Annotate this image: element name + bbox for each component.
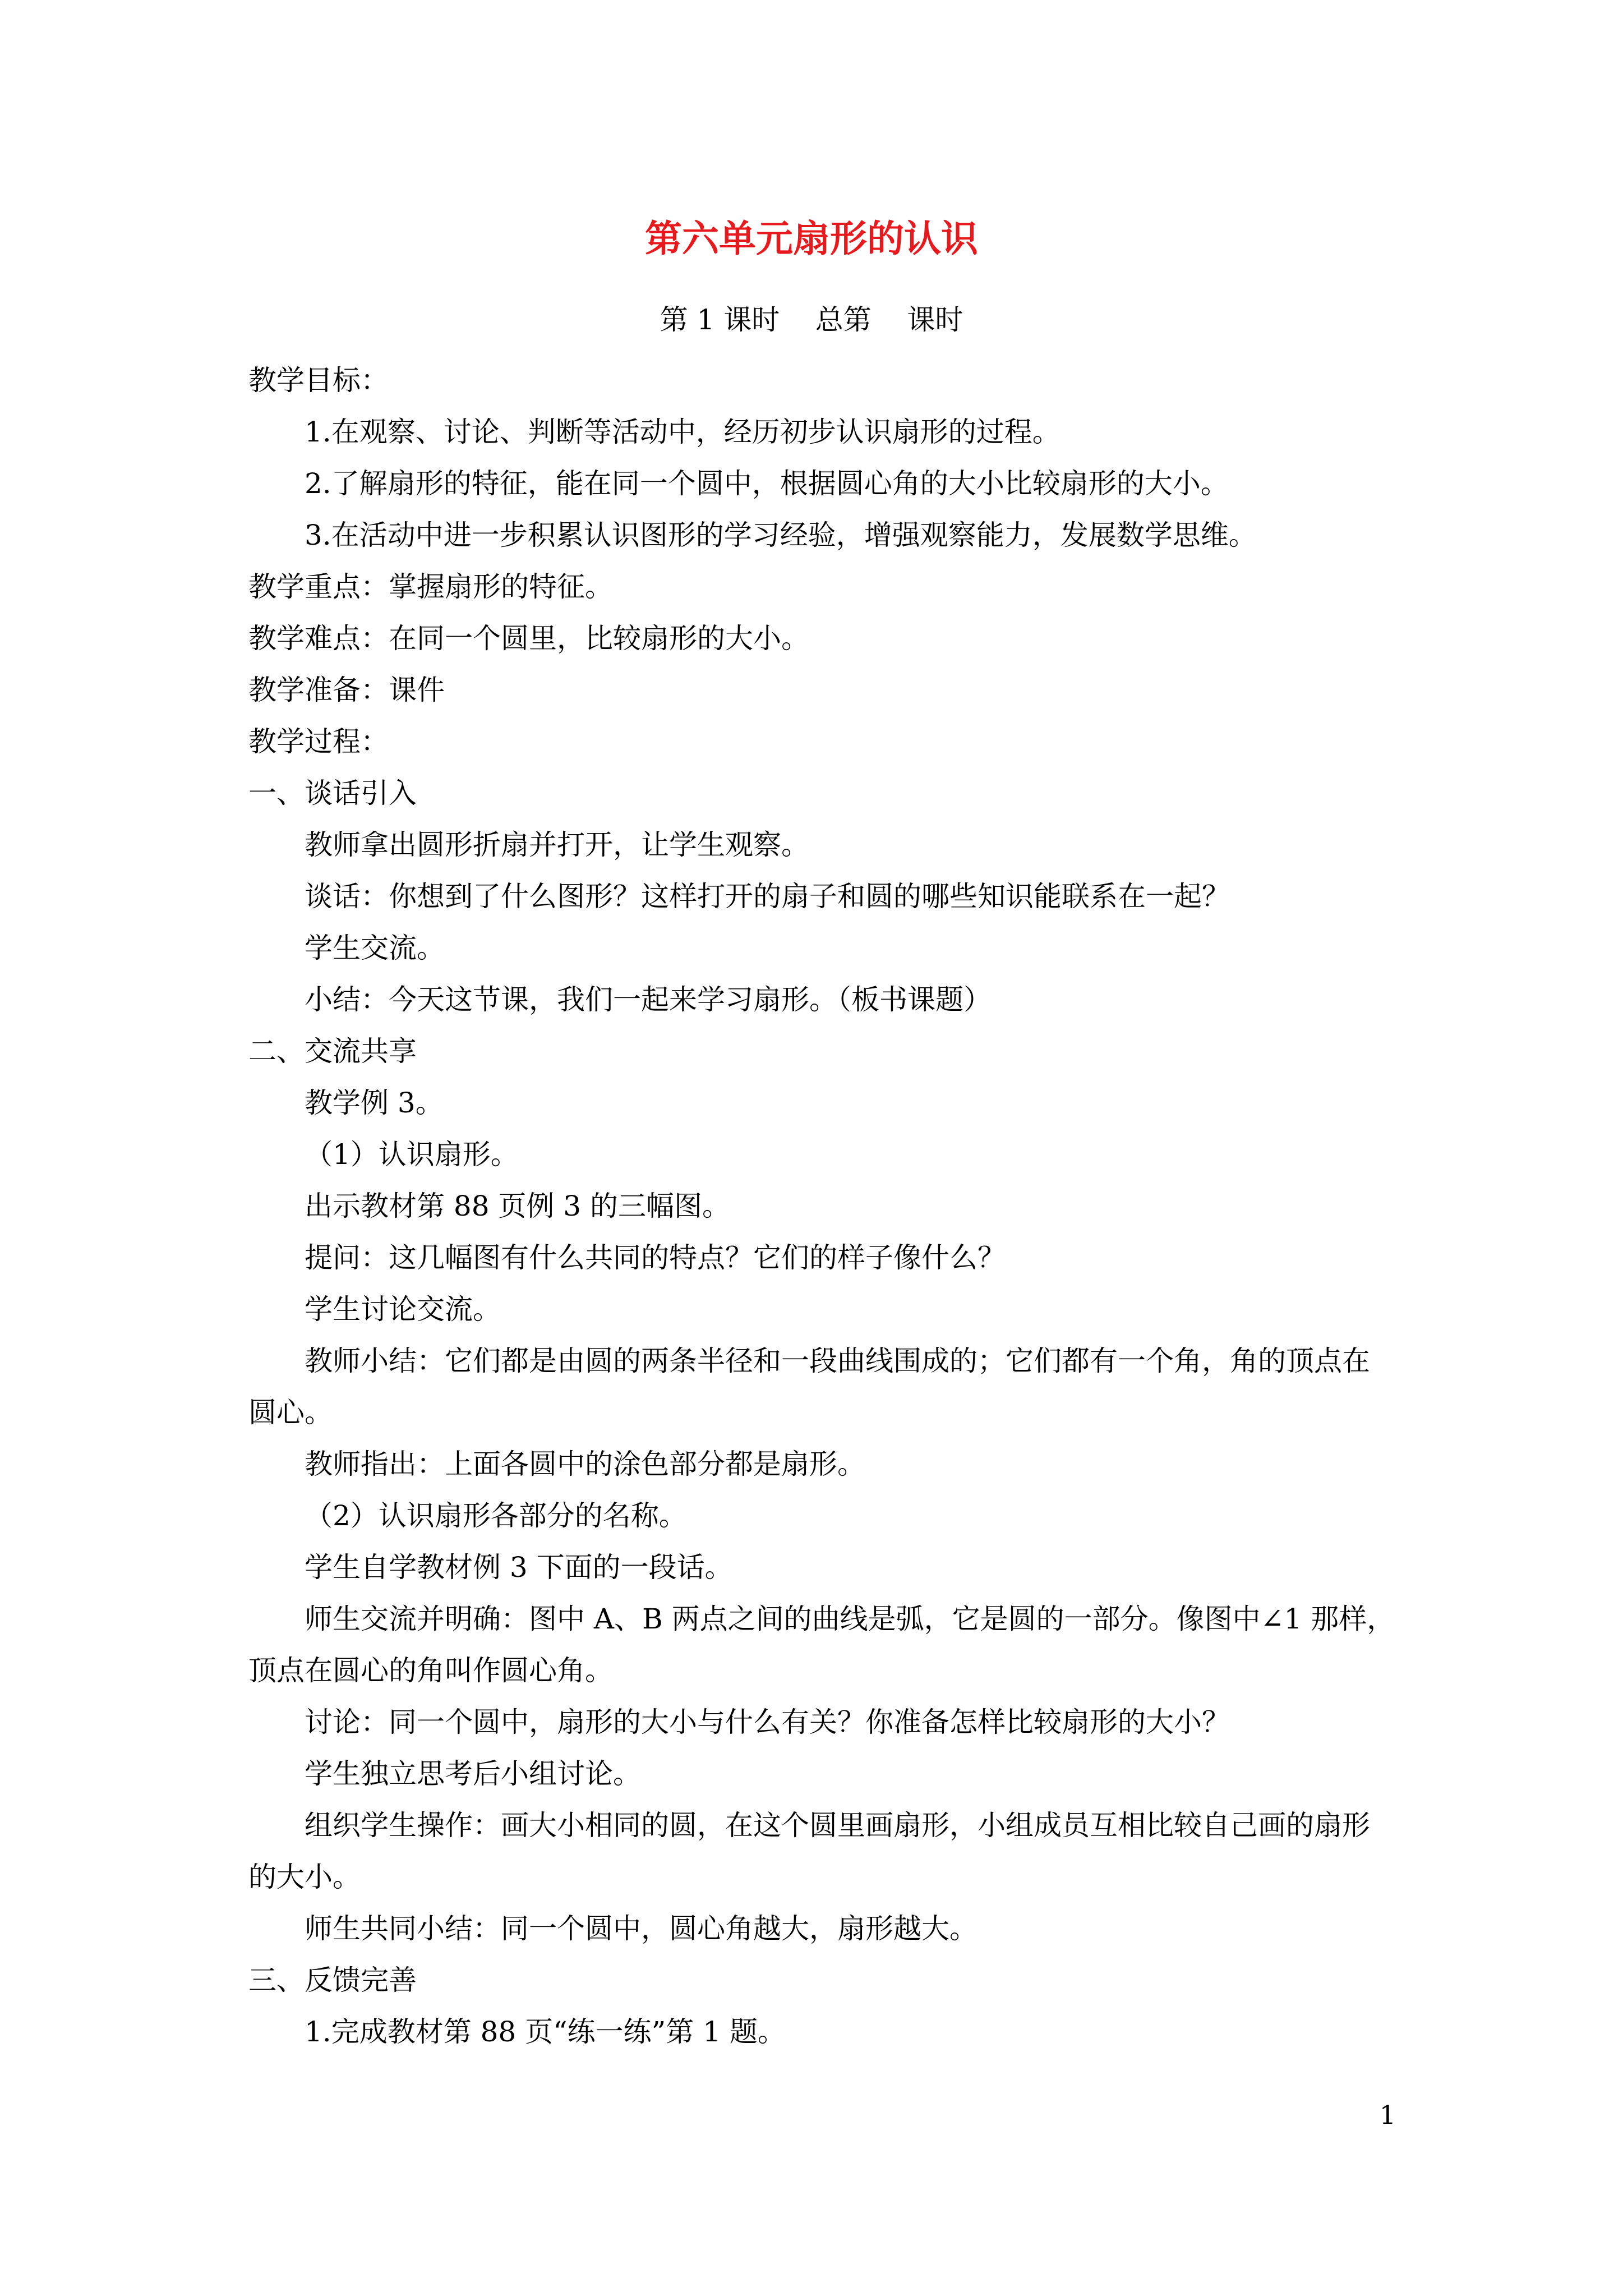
- text-line: 教师指出：上面各圆中的涂色部分都是扇形。: [305, 1448, 865, 1480]
- text-line: （1）认识扇形。: [305, 1138, 519, 1171]
- text-line: 教学重点：掌握扇形的特征。: [248, 570, 613, 603]
- text-line: 教学过程：: [248, 725, 389, 758]
- text-line: 的大小。: [248, 1861, 361, 1893]
- text-line: 师生交流并明确：图中 A、B 两点之间的曲线是弧，它是圆的一部分。像图中∠1 那样，: [305, 1603, 1395, 1635]
- text-line: 教师小结：它们都是由圆的两条半径和一段曲线围成的；它们都有一个角，角的顶点在: [305, 1345, 1370, 1377]
- text-line: 师生共同小结：同一个圆中，圆心角越大，扇形越大。: [305, 1912, 978, 1945]
- text-line: 谈话：你想到了什么图形？这样打开的扇子和圆的哪些知识能联系在一起？: [305, 880, 1230, 913]
- text-line: 1.完成教材第 88 页“练一练”第 1 题。: [305, 2016, 786, 2048]
- document-title: 第六单元扇形的认识: [645, 217, 978, 260]
- text-line: 组织学生操作：画大小相同的圆，在这个圆里画扇形，小组成员互相比较自己画的扇形: [305, 1809, 1370, 1842]
- page-number: 1: [1379, 2100, 1396, 2130]
- text-line: 二、交流共享: [248, 1035, 417, 1068]
- text-line: 学生讨论交流。: [305, 1293, 501, 1326]
- text-line: （2）认识扇形各部分的名称。: [305, 1499, 687, 1532]
- lesson-subtitle: 第 1 课时 总第 课时: [660, 303, 963, 336]
- text-line: 顶点在圆心的角叫作圆心角。: [248, 1654, 613, 1687]
- text-line: 教学目标：: [248, 364, 389, 397]
- text-line: 三、反馈完善: [248, 1964, 417, 1996]
- text-line: 教学例 3。: [305, 1087, 444, 1119]
- text-line: 教学难点：在同一个圆里，比较扇形的大小。: [248, 622, 809, 655]
- text-line: 学生独立思考后小组讨论。: [305, 1757, 641, 1790]
- text-line: 学生交流。: [305, 932, 445, 964]
- text-line: 2.了解扇形的特征，能在同一个圆中，根据圆心角的大小比较扇形的大小。: [305, 467, 1229, 500]
- text-line: 3.在活动中进一步积累认识图形的学习经验，增强观察能力，发展数学思维。: [305, 519, 1257, 551]
- text-line: 教学准备：课件: [248, 674, 445, 706]
- lesson-body: [248, 355, 1393, 2058]
- text-line: 小结：今天这节课，我们一起来学习扇形。（板书课题）: [305, 983, 992, 1016]
- text-line: 1.在观察、讨论、判断等活动中，经历初步认识扇形的过程。: [305, 416, 1061, 448]
- text-line: 一、谈话引入: [248, 777, 417, 809]
- text-line: 圆心。: [248, 1396, 333, 1429]
- text-line: 出示教材第 88 页例 3 的三幅图。: [305, 1190, 731, 1222]
- text-line: 学生自学教材例 3 下面的一段话。: [305, 1551, 733, 1584]
- text-line: 提问：这几幅图有什么共同的特点？它们的样子像什么？: [305, 1241, 1006, 1274]
- text-line: 讨论：同一个圆中，扇形的大小与什么有关？你准备怎样比较扇形的大小？: [305, 1706, 1230, 1738]
- text-line: 教师拿出圆形折扇并打开，让学生观察。: [305, 829, 809, 861]
